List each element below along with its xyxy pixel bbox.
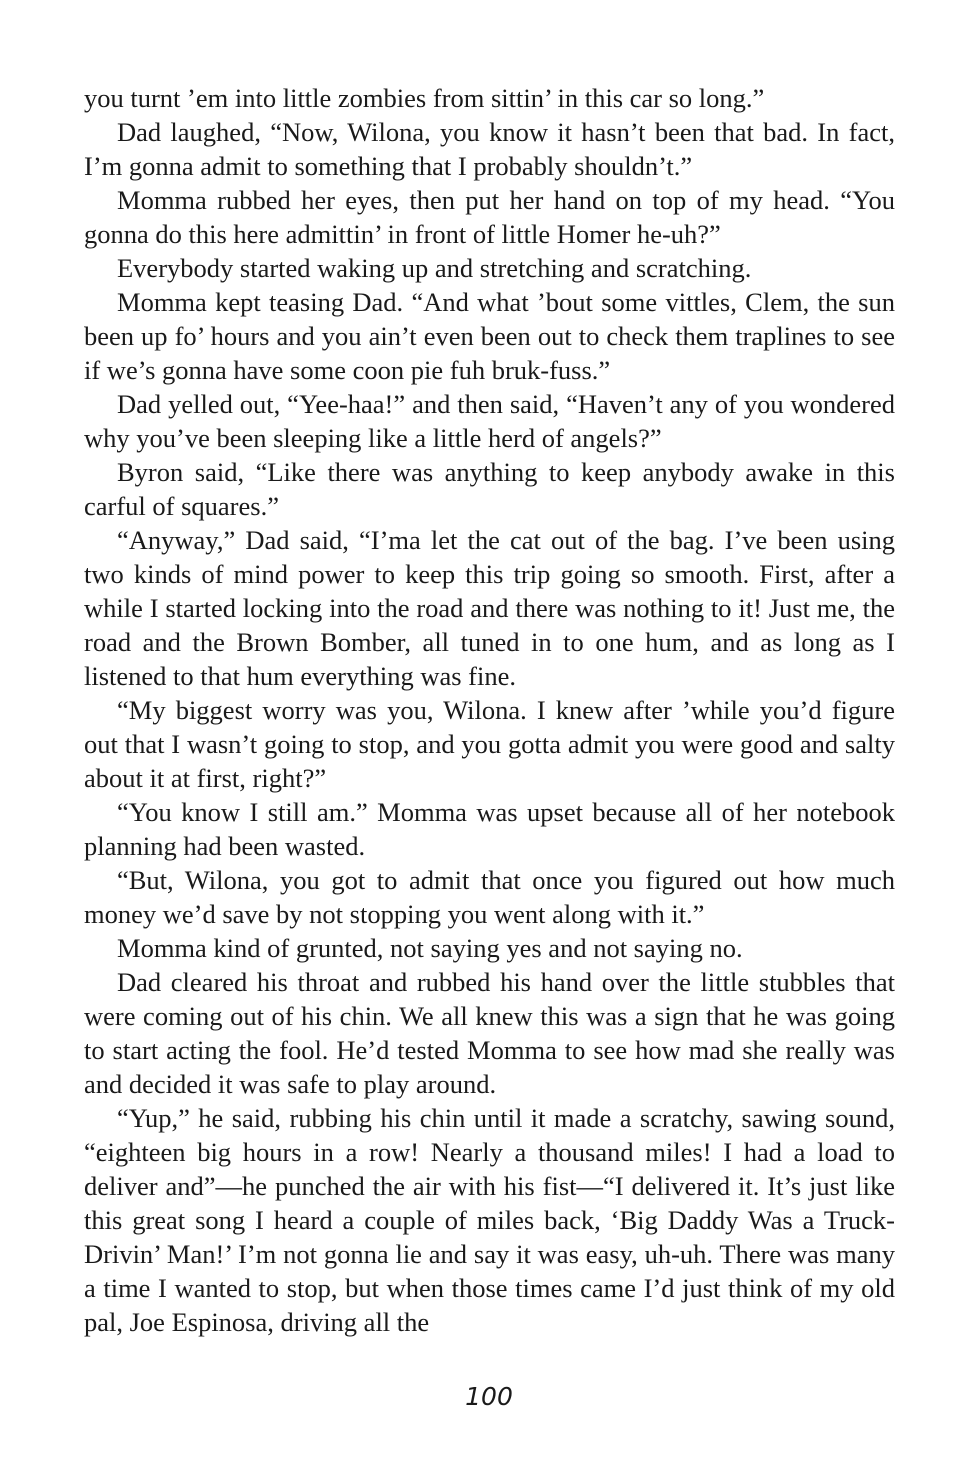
paragraph: Momma rubbed her eyes, then put her hand on top of my head. “You gonna do this here admittin’ in front of little Homer he-uh?” [84,185,895,249]
paragraph: Everybody started waking up and stretching and scratching. [117,253,752,283]
paragraph: Dad yelled out, “Yee-haa!” and then said, “Haven’t any of you wondered why you’ve been sleeping like a little herd of angels?” [84,389,895,453]
paragraph: “Yup,” he said, rubbing his chin until it made a scratchy, sawing sound, “eighteen big hours in a row! Nearly a thousand miles! I had a load to deliver and”—he punched the air with his fist—“I delivered it. It’s just like this great song I heard a couple of miles back, ‘Big Daddy Was a Truck-Drivin’ Man!’ I’m not gonna lie and say it was easy, uh-uh. There was many a time I wanted to stop, but when those times came I’d just think of my old pal, Joe Espinosa, driving all the [84,1103,895,1337]
paragraph: “Anyway,” Dad said, “I’ma let the cat out of the bag. I’ve been using two kinds of mind power to keep this trip going so smooth. First, after a while I started locking into the road and there was nothing to it! Just me, the road and the Brown Bomber, all tuned in to one hum, and as long as I listened to that hum everything was fine. [84,525,895,691]
paragraph: “My biggest worry was you, Wilona. I knew after ’while you’d figure out that I wasn’t going to stop, and you gotta admit you were good and salty about it at first, right?” [84,695,895,793]
body-text [84,81,895,1339]
paragraph: Momma kept teasing Dad. “And what ’bout some vittles, Clem, the sun been up fo’ hours and you ain’t even been out to check them traplines to see if we’s gonna have some coon pie fuh bruk-fuss.” [84,287,895,385]
paragraph: you turnt ’em into little zombies from sittin’ in this car so long.” [84,83,765,113]
paragraph: Byron said, “Like there was anything to keep anybody awake in this carful of squares.” [84,457,895,521]
paragraph: Dad laughed, “Now, Wilona, you know it hasn’t been that bad. In fact, I’m gonna admit to something that I probably shouldn’t.” [84,117,895,181]
paragraph: “You know I still am.” Momma was upset because all of her notebook planning had been wasted. [84,797,895,861]
paragraph: “But, Wilona, you got to admit that once you figured out how much money we’d save by not stopping you went along with it.” [84,865,895,929]
page-number: 100 [465,1382,513,1411]
paragraph: Momma kind of grunted, not saying yes and not saying no. [117,933,743,963]
paragraph: Dad cleared his throat and rubbed his hand over the little stubbles that were coming out of his chin. We all knew this was a sign that he was going to start acting the fool. He’d tested Momma to see how mad she really was and decided it was safe to play around. [84,967,895,1099]
